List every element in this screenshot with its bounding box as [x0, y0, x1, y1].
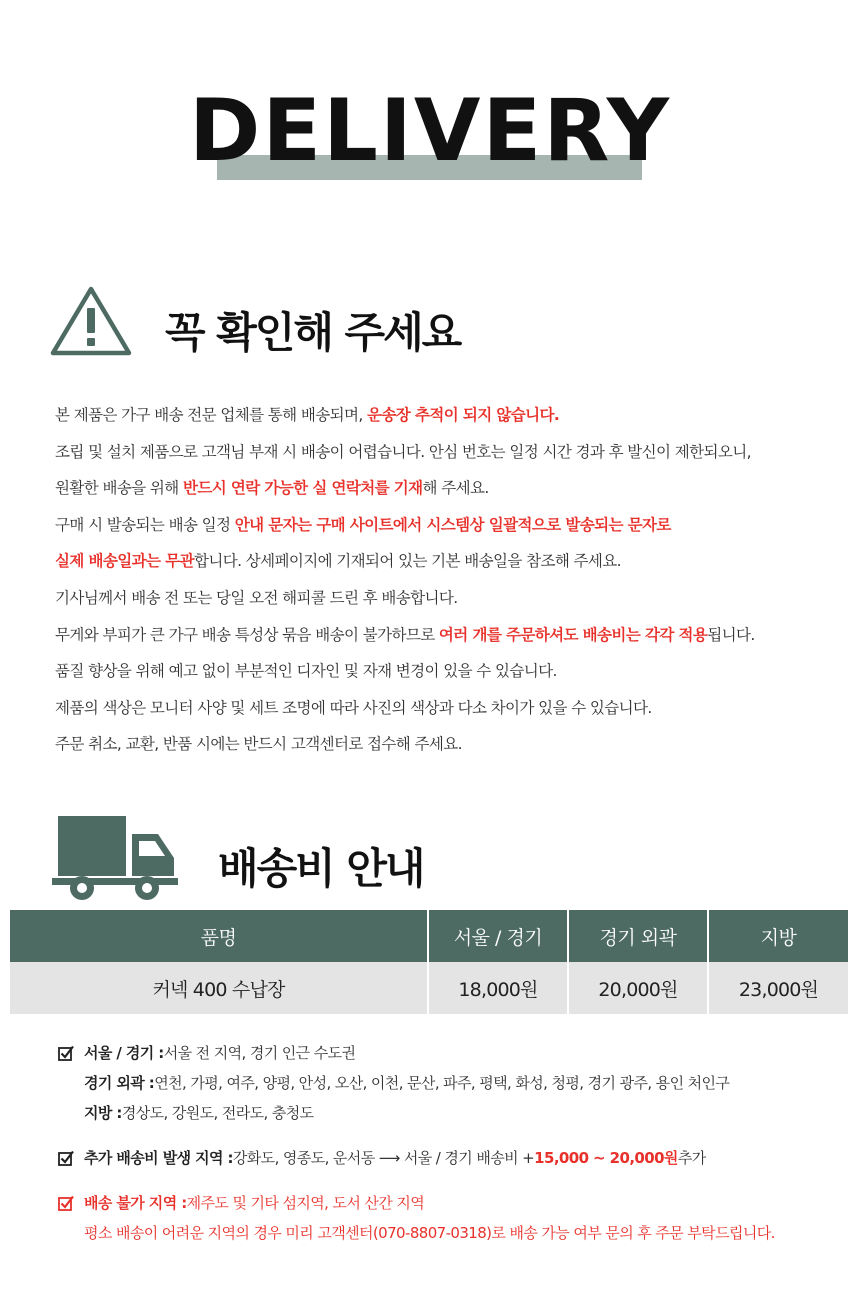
notice-line: 주문 취소, 교환, 반품 시에는 반드시 고객센터로 접수해 주세요. — [55, 735, 462, 754]
notice-line: 제품의 색상은 모니터 사양 및 세트 조명에 따라 사진의 색상과 다소 차이가 있을 수 있습니다. — [55, 698, 652, 717]
unavailable-row: 배송 불가 지역 : 제주도 및 기타 섬지역, 도서 산간 지역 — [58, 1188, 848, 1218]
cell-local-fee: 23,000원 — [708, 962, 848, 1014]
checkbox-checked-icon — [58, 1195, 74, 1211]
region-local: 지방 : 경상도, 강원도, 전라도, 충청도 — [84, 1104, 314, 1122]
notice-line: 실제 배송일과는 무관합니다. 상세페이지에 기재되어 있는 기본 배송일을 참조해 주세요. — [55, 552, 621, 571]
unavailable-info — [58, 1188, 848, 1248]
cell-product-name: 커넥 400 수납장 — [10, 962, 428, 1014]
cell-outer-fee: 20,000원 — [568, 962, 708, 1014]
notice-line: 구매 시 발송되는 배송 일정 안내 문자는 구매 사이트에서 시스템상 일괄적으로 발송되는 문자로 — [55, 515, 671, 534]
notice-line: 본 제품은 가구 배송 전문 업체를 통해 배송되며, 운송장 추적이 되지 않습니다. — [55, 406, 560, 424]
warning-icon — [50, 286, 132, 356]
column-header-product: 품명 — [10, 910, 428, 962]
page-title: DELIVERY — [188, 81, 672, 181]
column-header-seoul: 서울 / 경기 — [428, 910, 568, 962]
unavailable-note: 평소 배송이 어려운 지역의 경우 미리 고객센터(070-8807-0318)로 배송 가능 여부 문의 후 주문 부탁드립니다. — [84, 1224, 775, 1242]
cell-seoul-fee: 18,000원 — [428, 962, 568, 1014]
extra-fee-row: 추가 배송비 발생 지역 : 강화도, 영종도, 운서동 ⟶ 서울 / 경기 배송비 + 15,000 ~ 20,000원 추가 — [58, 1143, 848, 1173]
notice-line: 무게와 부피가 큰 가구 배송 특성상 묶음 배송이 불가하므로 여러 개를 주문하셔도 배송비는 각각 적용됩니다. — [55, 625, 755, 644]
shipping-fee-table — [10, 910, 848, 1014]
column-header-local: 지방 — [708, 910, 848, 962]
checkbox-checked-icon — [58, 1150, 74, 1166]
table-row — [10, 962, 848, 1014]
shipping-title: 배송비 안내 — [218, 844, 424, 893]
notice-title: 꼭 확인해 주세요 — [165, 308, 461, 357]
notice-line: 조립 및 설치 제품으로 고객님 부재 시 배송이 어렵습니다. 안심 번호는 일정 시간 경과 후 발신이 제한되오니, — [55, 442, 751, 461]
notice-line: 원활한 배송을 위해 반드시 연락 가능한 실 연락처를 기재해 주세요. — [55, 479, 489, 498]
region-outer: 경기 외곽 : 연천, 가평, 여주, 양평, 안성, 오산, 이천, 문산, 파주, 평택, 화성, 청평, 경기 광주, 용인 처인구 — [84, 1074, 730, 1092]
notice-list — [55, 397, 845, 763]
region-seoul: 서울 / 경기 : 서울 전 지역, 경기 인근 수도권 — [58, 1038, 848, 1068]
checkbox-checked-icon — [58, 1045, 74, 1061]
extra-fee-info — [58, 1143, 848, 1173]
table-header-row — [10, 910, 848, 962]
truck-icon — [52, 814, 180, 902]
region-info — [58, 1038, 848, 1128]
notice-line: 품질 향상을 위해 예고 없이 부분적인 디자인 및 자재 변경이 있을 수 있습니다. — [55, 662, 557, 681]
column-header-outer: 경기 외곽 — [568, 910, 708, 962]
notice-line: 기사님께서 배송 전 또는 당일 오전 해피콜 드린 후 배송합니다. — [55, 588, 458, 607]
